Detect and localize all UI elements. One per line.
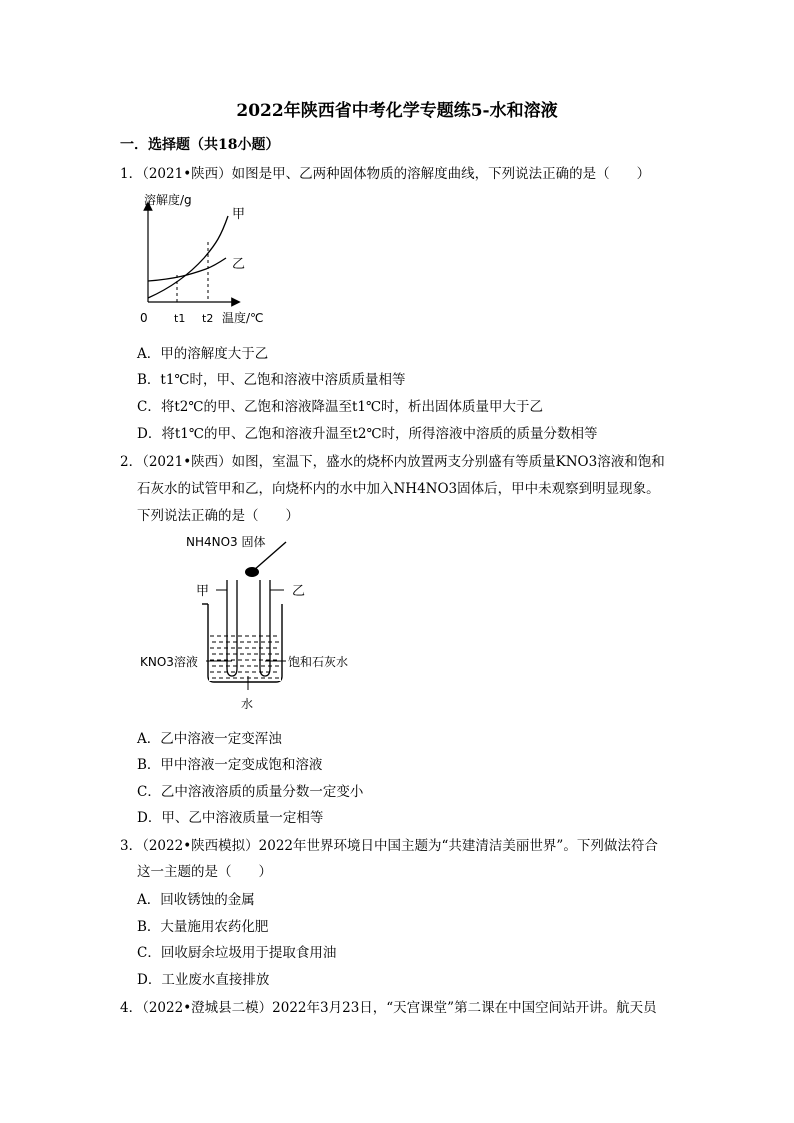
q2-option-b: B．甲中溶液一定变成饱和溶液	[137, 757, 323, 773]
section-heading: 一．选择题（共18小题）	[120, 137, 280, 153]
label-water: 水	[241, 697, 254, 711]
solubility-chart	[136, 186, 296, 334]
q3-option-a: A．回收锈蚀的金属	[137, 892, 255, 908]
q3-option-c: C．回收厨余垃圾用于提取食用油	[137, 945, 337, 961]
label-jia: 甲	[196, 584, 210, 599]
question-3-stem-line1: 3．（2022•陕西模拟）2022年世界环境日中国主题为“共建清洁美丽世界”。下列做法符合	[120, 838, 658, 854]
beaker-diagram	[140, 530, 380, 714]
label-saturated-lime-water: 饱和石灰水	[288, 655, 349, 669]
question-1-stem: 1．（2021•陕西）如图是甲、乙两种固体物质的溶解度曲线，下列说法正确的是（ ）	[120, 166, 651, 182]
x-tick-t1: t1	[174, 312, 186, 325]
question-3-stem-line2: 这一主题的是（ ）	[137, 864, 272, 880]
question-2-stem-line3: 下列说法正确的是（ ）	[137, 508, 299, 524]
page-title: 2022年陕西省中考化学专题练5-水和溶液	[236, 101, 558, 121]
spoon-bowl	[245, 567, 259, 577]
label-yi: 乙	[292, 584, 306, 599]
q3-option-b: B．大量施用农药化肥	[137, 919, 269, 935]
q1-option-a: A．甲的溶解度大于乙	[137, 346, 269, 362]
question-2-stem-line1: 2．（2021•陕西）如图，室温下，盛水的烧杯内放置两支分别盛有等质量KNO3溶液和饱和	[120, 454, 665, 470]
origin-label: 0	[140, 311, 148, 325]
series-yi-curve	[148, 258, 226, 281]
q2-option-c: C．乙中溶液溶质的质量分数一定变小	[137, 784, 364, 800]
series-jia-curve	[148, 216, 228, 298]
question-4-stem-line1: 4．（2022•澄城县二模）2022年3月23日，“天宫课堂”第二课在中国空间站开讲。航天员	[120, 1000, 657, 1016]
q3-option-d: D．工业废水直接排放	[137, 972, 270, 988]
label-kno3-solution: KNO3溶液	[140, 655, 198, 669]
question-2-stem-line2: 石灰水的试管甲和乙，向烧杯内的水中加入NH4NO3固体后，甲中未观察到明显现象。	[137, 481, 660, 497]
legend-yi: 乙	[232, 257, 246, 272]
q1-option-d: D．将t1℃的甲、乙饱和溶液升温至t2℃时，所得溶液中溶质的质量分数相等	[137, 426, 598, 442]
x-axis-label: 温度/℃	[222, 311, 264, 325]
q1-option-c: C．将t2℃的甲、乙饱和溶液降温至t1℃时，析出固体质量甲大于乙	[137, 399, 544, 415]
x-tick-t2: t2	[202, 312, 214, 325]
q2-option-a: A．乙中溶液一定变浑浊	[137, 731, 282, 747]
legend-jia: 甲	[232, 207, 246, 222]
q2-option-d: D．甲、乙中溶液质量一定相等	[137, 810, 324, 826]
y-axis-label: 溶解度/g	[144, 193, 192, 207]
label-nh4no3-solid: NH4NO3 固体	[186, 535, 266, 549]
q1-option-b: B．t1℃时，甲、乙饱和溶液中溶质质量相等	[137, 372, 406, 388]
